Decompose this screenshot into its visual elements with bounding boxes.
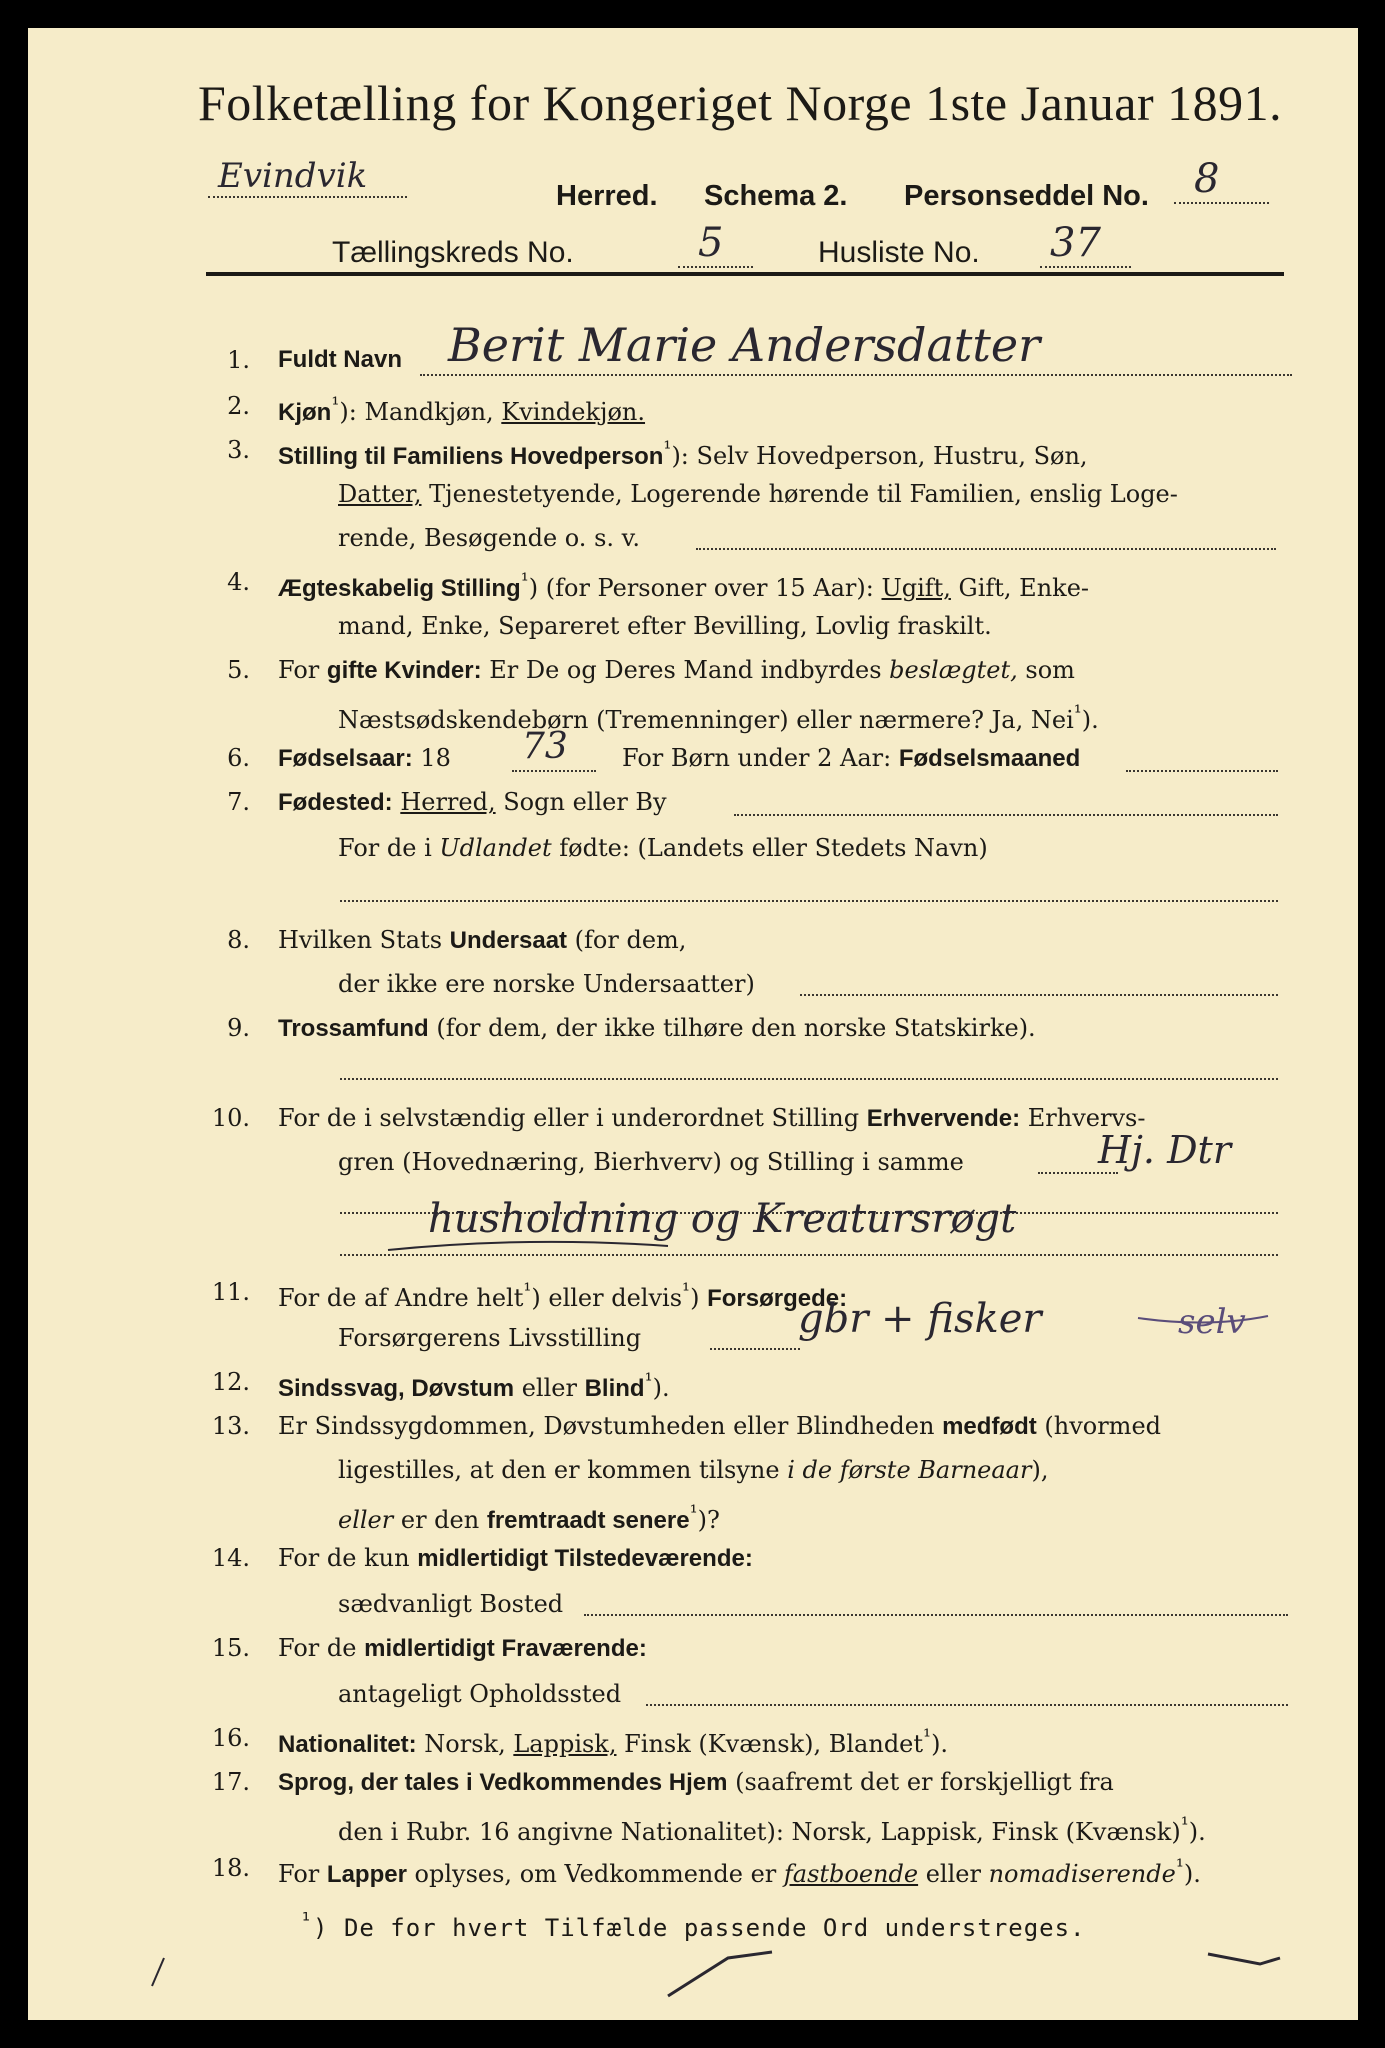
row-number: 18. bbox=[211, 1854, 250, 1882]
nationality-label: Nationalitet: bbox=[278, 1731, 417, 1758]
pen-stroke bbox=[668, 1952, 772, 1996]
abroad-italic: Udlandet bbox=[439, 834, 552, 862]
supported-label: Forsørgede: bbox=[707, 1285, 848, 1312]
birth-year-value: 73 bbox=[522, 726, 568, 767]
lapp-pre: For bbox=[278, 1860, 320, 1888]
row-number: 15. bbox=[211, 1634, 250, 1662]
row-number: 7. bbox=[227, 788, 250, 816]
congenital-text-3: er den bbox=[393, 1506, 487, 1534]
row-number: 3. bbox=[227, 436, 250, 464]
footnote-marker: ¹ bbox=[1073, 700, 1082, 724]
family-position-options: ): Selv Hovedperson, Hustru, Søn, bbox=[671, 442, 1088, 470]
religion-label: Trossamfund bbox=[278, 1015, 429, 1042]
taellingskreds-label: Tællingskreds No. bbox=[332, 236, 574, 269]
marital-status-options: Gift, Enke- bbox=[950, 574, 1090, 602]
abroad-text-2: fødte: (Landets eller Stedets Navn) bbox=[551, 834, 988, 862]
row-number: 1. bbox=[227, 346, 250, 374]
married-women-question-2: Næstsødskendebørn (Tremenninger) eller nærmere? Ja, Nei bbox=[338, 706, 1074, 734]
pen-marks bbox=[28, 28, 1358, 2020]
row-number: 10. bbox=[211, 1104, 250, 1132]
usual-residence-label: sædvanligt Bosted bbox=[338, 1590, 564, 1618]
married-women-pre: For bbox=[278, 656, 320, 684]
first-childhood-years: i de første Barneaar bbox=[787, 1456, 1032, 1484]
row-number: 5. bbox=[227, 656, 250, 684]
religion-text: (for dem, der ikke tilhøre den norske Statskirke). bbox=[428, 1014, 1036, 1042]
footnote-marker: ¹ bbox=[300, 1908, 314, 1932]
herred-name: Evindvik bbox=[208, 156, 407, 198]
disability-label: Sindssvag, Døvstum bbox=[278, 1375, 515, 1402]
birthplace-selected: Herred, bbox=[400, 788, 496, 816]
closing: ). bbox=[1081, 706, 1099, 734]
pen-stroke bbox=[388, 1242, 668, 1250]
birth-month-text: For Børn under 2 Aar: bbox=[622, 744, 892, 772]
supported-pre: For de af Andre helt bbox=[278, 1284, 524, 1312]
footnote-marker: ¹ bbox=[331, 392, 340, 416]
married-women-question: Er De og Deres Mand indbyrdes bbox=[481, 656, 882, 684]
temporary-present-label: midlertidigt Tilstedeværende: bbox=[417, 1545, 753, 1572]
row-number: 9. bbox=[227, 1014, 250, 1042]
pen-stroke bbox=[1138, 1316, 1268, 1323]
family-position-selected: Datter, bbox=[338, 480, 422, 508]
husliste-no: 37 bbox=[1040, 220, 1131, 268]
supported-mid-2: ) bbox=[690, 1284, 700, 1312]
congenital-text: (hvormed bbox=[1036, 1412, 1162, 1440]
provider-value-extra: selv bbox=[1178, 1302, 1246, 1342]
married-women-question-end: som bbox=[1017, 656, 1075, 684]
footnote-marker: ¹ bbox=[689, 1500, 698, 1524]
personseddel-label: Personseddel No. bbox=[904, 180, 1149, 212]
temporary-absent-label: midlertidigt Fraværende: bbox=[364, 1635, 647, 1662]
form-title: Folketælling for Kongeriget Norge 1ste Januar 1891. bbox=[198, 75, 1283, 131]
occupation-text-2: gren (Hovednæring, Bierhverv) og Stilling i samme bbox=[338, 1148, 964, 1176]
family-position-options-3: rende, Besøgende o. s. v. bbox=[338, 524, 640, 552]
birth-year-label: Fødselsaar: bbox=[278, 745, 413, 772]
marital-status-options-2: mand, Enke, Separeret efter Bevilling, Lovlig fraskilt. bbox=[338, 612, 992, 640]
lapp-option-nomadic: nomadiserende bbox=[988, 1860, 1176, 1888]
subject-text: (for dem, bbox=[567, 926, 687, 954]
birthplace-label: Fødested: bbox=[278, 789, 393, 816]
blind-label: Blind bbox=[584, 1375, 645, 1402]
occupation-label: Erhvervende: bbox=[866, 1105, 1021, 1132]
birth-month-label: Fødselsmaaned bbox=[898, 745, 1081, 772]
closing: ), bbox=[1031, 1456, 1049, 1484]
footnote-marker: ¹ bbox=[1175, 1854, 1184, 1878]
language-options: den i Rubr. 16 angivne Nationalitet): Norsk, Lappisk, Finsk (Kvænsk) bbox=[338, 1818, 1181, 1846]
footnote-marker: ¹ bbox=[523, 1278, 532, 1302]
row-number: 13. bbox=[211, 1412, 250, 1440]
disability-or: eller bbox=[514, 1374, 585, 1402]
occupation-text: Erhvervs- bbox=[1020, 1104, 1146, 1132]
lapp-or: eller bbox=[918, 1860, 989, 1888]
census-form bbox=[28, 28, 1358, 2020]
subject-pre: Hvilken Stats bbox=[278, 926, 443, 954]
row-number: 12. bbox=[211, 1368, 250, 1396]
birthplace-options: Sogn eller By bbox=[495, 788, 667, 816]
sex-selected: Kvindekjøn. bbox=[501, 398, 646, 426]
footnote-marker: ¹ bbox=[923, 1724, 932, 1748]
row-number: 6. bbox=[227, 744, 250, 772]
footnote-marker: ¹ bbox=[682, 1278, 691, 1302]
closing: )? bbox=[697, 1506, 720, 1534]
marital-status-text: ) (for Personer over 15 Aar): bbox=[528, 574, 874, 602]
footnote-marker: ¹ bbox=[663, 436, 672, 460]
congenital-text-2: ligestilles, at den er kommen tilsyne bbox=[338, 1456, 788, 1484]
row-number: 14. bbox=[211, 1544, 250, 1572]
occupation-value-1: Hj. Dtr bbox=[1098, 1128, 1231, 1172]
temporary-present-pre: For de kun bbox=[278, 1544, 410, 1572]
subject-text-2: der ikke ere norske Undersaatter) bbox=[338, 970, 755, 998]
pen-stroke bbox=[1208, 1954, 1280, 1964]
nationality-text: Norsk, bbox=[416, 1730, 514, 1758]
temporary-absent-pre: For de bbox=[278, 1634, 357, 1662]
husliste-label: Husliste No. bbox=[818, 236, 980, 269]
full-name-value: Berit Marie Andersdatter bbox=[448, 318, 1041, 372]
footnote-marker: ¹ bbox=[1180, 1812, 1189, 1836]
congenital-label: medfødt bbox=[942, 1413, 1037, 1440]
birth-year-prefix: 18 bbox=[420, 744, 451, 772]
family-position-label: Stilling til Familiens Hovedperson bbox=[278, 443, 664, 470]
lapp-label: Lapper bbox=[326, 1861, 407, 1888]
marital-status-label: Ægteskabelig Stilling bbox=[278, 575, 521, 602]
personseddel-no: 8 bbox=[1174, 156, 1269, 204]
later-label: fremtraadt senere bbox=[486, 1507, 690, 1534]
schema-label: Schema 2. bbox=[704, 180, 848, 212]
closing: ). bbox=[931, 1730, 949, 1758]
closing: ). bbox=[652, 1374, 670, 1402]
full-name-label: Fuldt Navn bbox=[278, 346, 402, 373]
sex-options: ): Mandkjøn, bbox=[339, 398, 494, 426]
row-number: 8. bbox=[227, 926, 250, 954]
abroad-text: For de i bbox=[338, 834, 440, 862]
herred-label: Herred. bbox=[556, 180, 658, 212]
footnote-text: ) De for hvert Tilfælde passende Ord understreges. bbox=[313, 1914, 1086, 1942]
occupation-pre: For de i selvstændig eller i underordnet Stilling bbox=[278, 1104, 860, 1132]
occupation-value-2: husholdning og Kreatursrøgt bbox=[428, 1196, 1017, 1242]
footnote-marker: ¹ bbox=[520, 568, 529, 592]
lapp-selected: fastboende bbox=[783, 1860, 919, 1888]
nationality-options: Finsk (Kvænsk), Blandet bbox=[616, 1730, 924, 1758]
footnote-marker: ¹ bbox=[644, 1368, 653, 1392]
provider-value: gbr + fisker bbox=[798, 1296, 1042, 1342]
row-number: 16. bbox=[211, 1724, 250, 1752]
language-label: Sprog, der tales i Vedkommendes Hjem bbox=[278, 1769, 728, 1796]
sex-label: Kjøn bbox=[278, 399, 332, 426]
subject-label: Undersaat bbox=[449, 927, 568, 954]
row-number: 17. bbox=[211, 1768, 250, 1796]
supported-mid: ) eller delvis bbox=[531, 1284, 683, 1312]
taellingskreds-no: 5 bbox=[678, 220, 753, 268]
or-italic: eller bbox=[338, 1506, 394, 1534]
related-word: beslægtet, bbox=[889, 656, 1018, 684]
row-number: 4. bbox=[227, 568, 250, 596]
family-position-options-2: Tjenestetyende, Logerende hørende til Familien, enslig Loge- bbox=[421, 480, 1178, 508]
nationality-selected: Lappisk, bbox=[513, 1730, 617, 1758]
closing: ). bbox=[1183, 1860, 1201, 1888]
married-women-label: gifte Kvinder: bbox=[326, 657, 482, 684]
closing: ). bbox=[1188, 1818, 1206, 1846]
provider-label: Forsørgerens Livsstilling bbox=[338, 1324, 642, 1352]
language-text: (saafremt det er forskjelligt fra bbox=[727, 1768, 1114, 1796]
marital-status-selected: Ugift, bbox=[881, 574, 951, 602]
row-number: 11. bbox=[211, 1278, 250, 1306]
lapp-text: oplyses, om Vedkommende er bbox=[406, 1860, 784, 1888]
congenital-pre: Er Sindssygdommen, Døvstumheden eller Blindheden bbox=[278, 1412, 935, 1440]
row-number: 2. bbox=[227, 392, 250, 420]
presumed-residence-label: antageligt Opholdssted bbox=[338, 1680, 622, 1708]
pen-stroke bbox=[152, 1958, 164, 1986]
